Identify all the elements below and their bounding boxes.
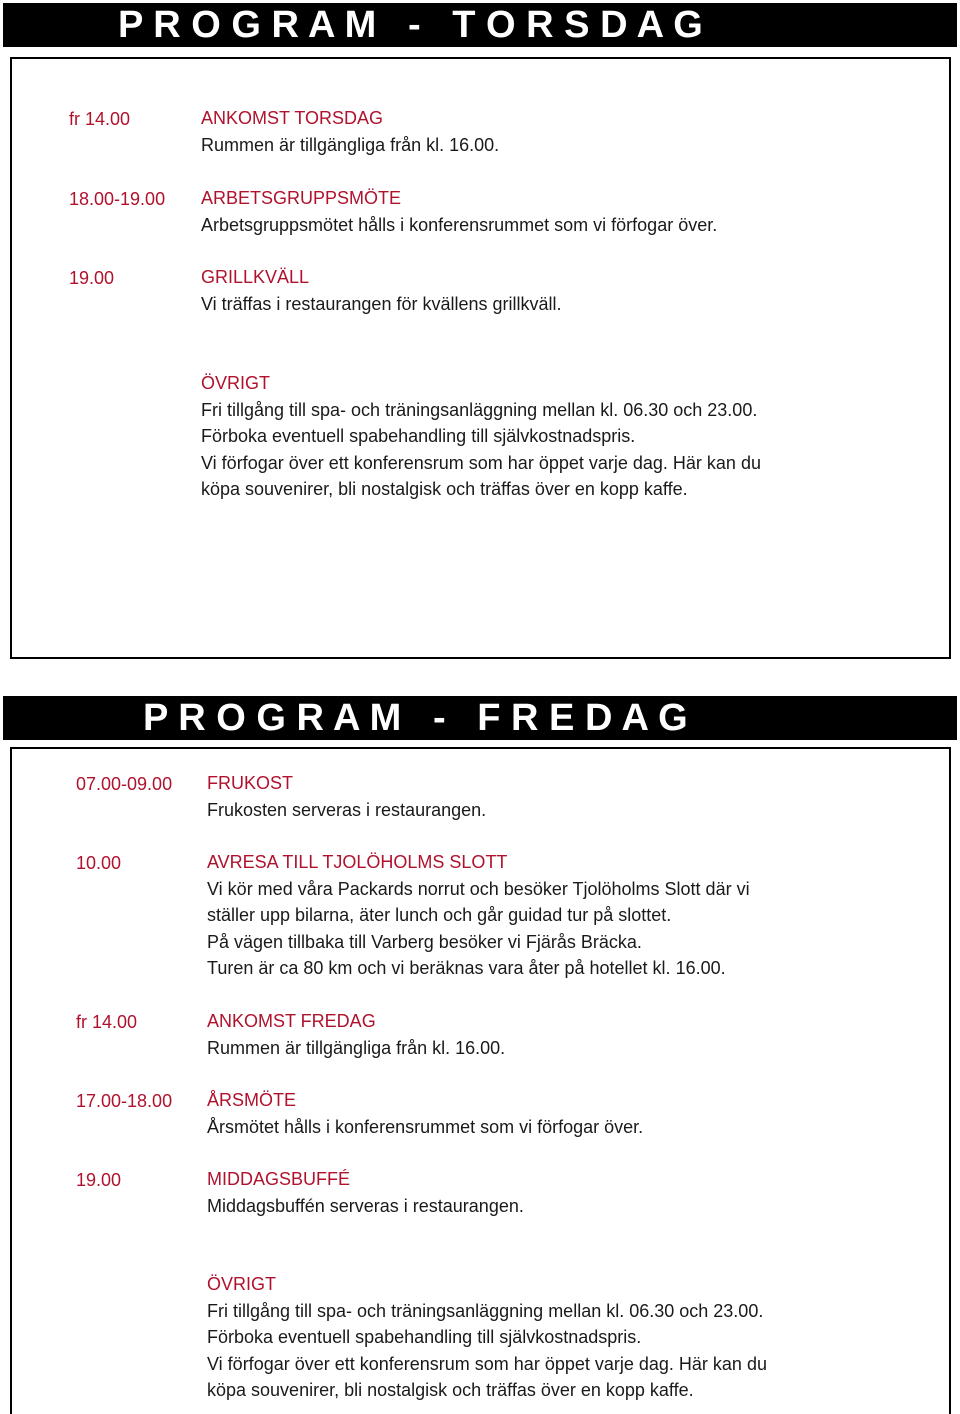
friday-other-line-4: köpa souvenirer, bli nostalgisk och träffas över en kopp kaffe. [207,1380,694,1400]
friday-other [207,1271,767,1404]
thursday-item-2-time: 18.00-19.00 [69,189,166,209]
thursday-item-2-line-1: Arbetsgruppsmötet hålls i konferensrummet som vi förfogar över. [201,214,718,235]
friday-item-1-heading: FRUKOST [207,773,294,793]
friday-item-5-heading: MIDDAGSBUFFÉ [207,1169,351,1189]
thursday-item-3 [201,264,562,317]
friday-item-4-line-1: Årsmötet hålls i konferensrummet som vi förfogar över. [207,1116,644,1137]
friday-banner [3,696,957,740]
friday-other-line-3: Vi förfogar över ett konferensrum som har öppet varje dag. Här kan du [207,1353,767,1374]
friday-item-5 [207,1166,524,1219]
friday-item-2-line-4: Turen är ca 80 km och vi beräknas vara åter på hotellet kl. 16.00. [207,958,726,978]
thursday-item-1 [201,105,499,158]
thursday-other-line-2: Förboka eventuell spabehandling till självkostnadspris. [201,426,636,446]
friday-item-4-heading: ÅRSMÖTE [207,1090,297,1110]
friday-item-2-line-1: Vi kör med våra Packards norrut och besöker Tjolöholms Slott där vi [207,878,750,899]
friday-item-2-line-2: ställer upp bilarna, äter lunch och går guidad tur på slottet. [207,905,672,925]
thursday-item-1-time: fr 14.00 [69,109,131,129]
friday-item-1-time: 07.00-09.00 [76,774,173,794]
friday-item-5-time: 19.00 [76,1170,122,1190]
thursday-other-heading: ÖVRIGT [201,373,271,393]
friday-item-2-line-3: På vägen tillbaka till Varberg besöker vi Fjärås Bräcka. [207,931,642,952]
thursday-item-2 [201,185,717,238]
friday-item-2-time: 10.00 [76,853,122,873]
thursday-item-1-heading: ANKOMST TORSDAG [201,108,384,128]
thursday-item-3-line-1: Vi träffas i restaurangen för kvällens grillkväll. [201,293,562,314]
thursday-other-line-4: köpa souvenirer, bli nostalgisk och träffas över en kopp kaffe. [201,479,688,499]
friday-item-5-line-1: Middagsbuffén serveras i restaurangen. [207,1195,524,1216]
thursday-banner-title: P R O G R A M - T O R S D A G [118,4,703,46]
thursday-other-line-3: Vi förfogar över ett konferensrum som har öppet varje dag. Här kan du [201,452,761,473]
thursday-item-3-heading: GRILLKVÄLL [201,267,310,287]
friday-banner-title: P R O G R A M - F R E D A G [143,697,688,739]
thursday-banner [3,3,957,47]
friday-item-3-line-1: Rummen är tillgängliga från kl. 16.00. [207,1037,506,1058]
friday-item-3-heading: ANKOMST FREDAG [207,1011,376,1031]
thursday-other [201,370,761,503]
thursday-item-3-time: 19.00 [69,268,115,288]
thursday-other-line-1: Fri tillgång till spa- och träningsanläggning mellan kl. 06.30 och 23.00. [201,399,758,420]
friday-item-1-line-1: Frukosten serveras i restaurangen. [207,799,487,820]
friday-item-2-heading: AVRESA TILL TJOLÖHOLMS SLOTT [207,852,508,872]
friday-item-3 [207,1008,505,1061]
friday-item-1 [207,770,486,823]
friday-item-3-time: fr 14.00 [76,1012,138,1032]
friday-item-4-time: 17.00-18.00 [76,1091,173,1111]
thursday-item-2-heading: ARBETSGRUPPSMÖTE [201,188,402,208]
friday-item-4 [207,1087,643,1140]
friday-other-line-2: Förboka eventuell spabehandling till självkostnadspris. [207,1327,642,1347]
friday-other-line-1: Fri tillgång till spa- och träningsanläggning mellan kl. 06.30 och 23.00. [207,1300,764,1321]
thursday-item-1-line-1: Rummen är tillgängliga från kl. 16.00. [201,134,500,155]
friday-other-heading: ÖVRIGT [207,1274,277,1294]
friday-item-2 [207,849,750,982]
